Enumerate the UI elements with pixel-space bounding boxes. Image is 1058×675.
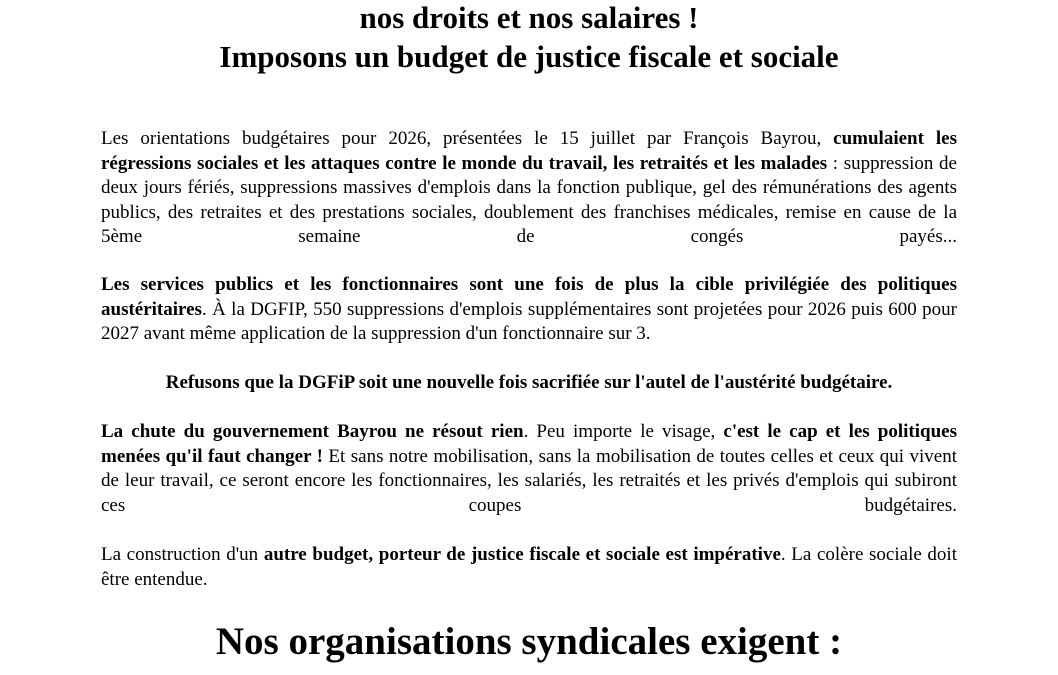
p5-text-1: La construction d'un — [101, 544, 264, 565]
p1-text-2: : suppression de deux jours fériés, suppressions massives d'emplois dans la fonction publique, gel des rémunérations des agents publics, des retraites et des prestations sociales, doublement des franchises médicales, remise en cause de la 5ème semaine de congés payés... — [101, 152, 957, 247]
p5-bold-1: autre budget, porteur de justice fiscale et sociale est impérative — [263, 544, 781, 565]
paragraph-refusons: Refusons que la DGFiP soit une nouvelle fois sacrifiée sur l'autel de l'austérité budgétaire. — [165, 372, 893, 393]
p1-bold-1: cumulaient les régressions sociales et les attaques contre le monde du travail, les retraités et les malades — [101, 128, 957, 174]
heading-line-1: nos droits et nos salaires ! — [359, 0, 699, 35]
paragraph-other-budget — [101, 543, 957, 592]
heading-line-2: Imposons un budget de justice fiscale et sociale — [219, 39, 839, 74]
p4-bold-2: c'est le cap et les politiques menées qu'il faut changer ! — [101, 421, 957, 467]
p5-text-2: . La colère sociale doit être entendue. — [101, 544, 957, 590]
p4-text-2: Et sans notre mobilisation, sans la mobilisation de toutes celles et ceux qui vivent de leur travail, ce seront encore les fonctionnaires, les salariés, les retraités et les privés d'emplois qui subiront ces coupes budgétaires. — [101, 445, 957, 516]
paragraph-budget-orientations — [101, 127, 957, 250]
demands-heading: Nos organisations syndicales exigent : — [215, 620, 843, 663]
p2-bold-1: Les services publics et les fonctionnaires sont une fois de plus la cible privilégiée des politiques austéritaires — [101, 274, 957, 320]
p4-text-1: . Peu importe le visage, — [523, 421, 724, 442]
p1-text-1: Les orientations budgétaires pour 2026, présentées le 15 juillet par François Bayrou, — [101, 128, 834, 149]
paragraph-government-fall — [101, 420, 957, 518]
paragraph-public-services — [101, 273, 957, 347]
p4-bold-1: La chute du gouvernement Bayrou ne résout rien — [101, 421, 524, 442]
p2-text-1: . À la DGFIP, 550 suppressions d'emplois supplémentaires sont projetées pour 2026 puis 600 pour 2027 avant même application de la suppression d'un fonctionnaire sur 3. — [101, 298, 957, 344]
